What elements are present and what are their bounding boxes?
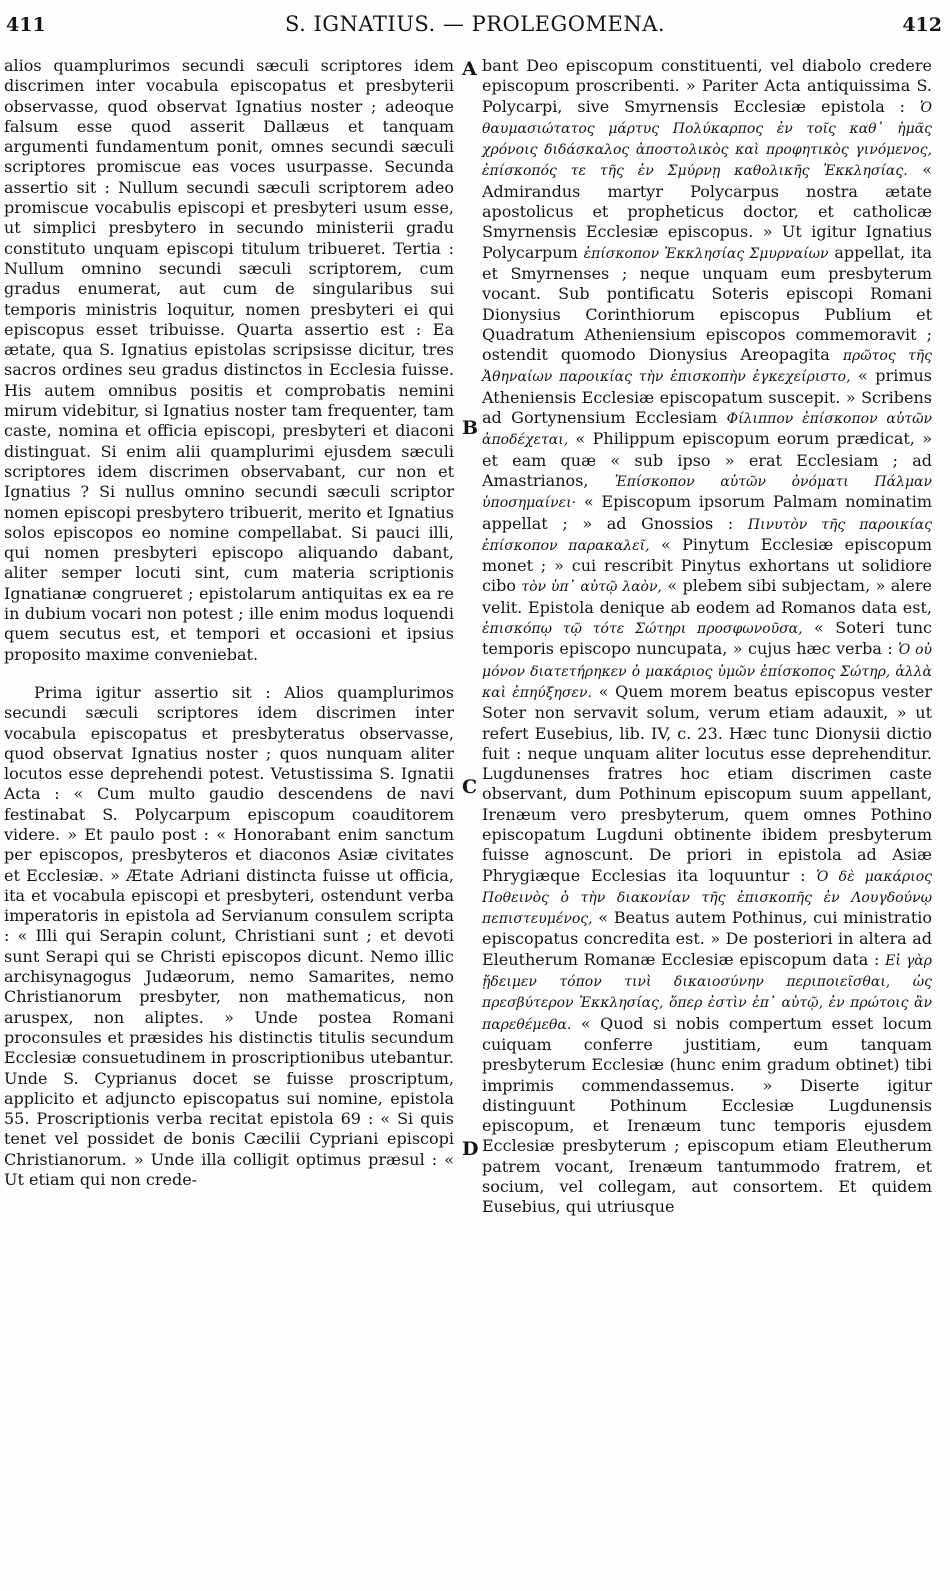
margin-letter-c: C: [462, 776, 478, 798]
text-run: « primus Atheniensis Ecclesiæ episcopatum suscepit. » Scribens ad Gortynensium Ecclesiam: [482, 366, 932, 428]
page-number-right: 412: [902, 14, 942, 36]
left-paragraph-2: Prima igitur assertio sit : Alios quamplurimos secundi sæculi scriptores idem discrimen inter vocabula episcopatus et presbyteratus observasse, quod observat Ignatius noster ; quos nunquam aliter locutos esse deprehendi potest. Vetustissima S. Ignatii Acta : « Cum multo gaudio descendens de navi festinabat S. Polycarpum episcopum coauditorem videre. » Et paulo post : « Honorabant enim sanctum per episcopos, presbyteros et diaconos Asiæ civitates et Ecclesiæ. » Ætate Adriani distincta fuisse ut officia, ita et vocabula episcopi et presbyteri, ostendunt verba imperatoris in epistola ad Servianum consulem scripta : « Illi qui Serapin colunt, Christiani sunt ; et devoti sunt Serapi qui se Christi episcopos dicunt. Nemo illic archisynagogus Judæorum, nemo Samarites, nemo Christianorum presbyter, non mathematicus, non aruspex, non aliptes. » Unde postea Romani proconsules et præsides his distinctis titulis secundum Ecclesiæ consuetudinem in proscriptionibus utebantur. Unde S. Cyprianus docet se fuisse proscriptum, applicito et adjuncto episcopatus sui nomine, epistola 55. Proscriptionis verba recitat epistola 69 : « Si quis tenet vel possidet de bonis Cæcilii Cypriani episcopi Christianorum. » Unde illa colligit optimus præsul : « Ut etiam qui non crede-: [4, 682, 454, 1190]
text-run: « Quod si nobis compertum esset locum cuiquam conferre justitiam, eum tanquam presbyterum Ecclesiæ (hunc enim gradum obtinet) tibi imprimis commendassemus. » Diserte igitur distinguunt Pothinum Ecclesiæ Lugdunensis episcopum, et Irenæum tunc temporis ejusdem Ecclesiæ presbyterum ; episcopum etiam Eleutherum patrem vocant, Irenæum tantummodo fratrem, et socium, vel collegam, aut consortem. Et quidem Eusebius, qui utriusque: [482, 1013, 932, 1217]
text-run: « Episcopum ipsorum Palmam nominatim appellat ; » ad Gnossios :: [482, 492, 932, 533]
greek-quote: Εἰ γὰρ ᾔδειμεν τόπον τινὶ δικαιοσύνην περιποιεῖσθαι, ὡς πρεσβύτερον Ἐκκλησίας, ὅπερ ἐστὶν ἐπ᾽ αὐτῷ, ἐν πρώτοις ἂν παρεθέμεθα.: [482, 952, 932, 1033]
text-run: « Soteri tunc temporis episcopo nuncupata, » cujus hæc verba :: [482, 618, 932, 659]
left-paragraph-1: alios quamplurimos secundi sæculi scriptores idem discrimen inter vocabula episcopatus et presbyterii observasse, quod observat Ignatius noster ; adeoque falsum esse quod asserit Dallæus et tanquam argumenti fundamentum ponit, omnes secundi sæculi scriptores promiscue eas voces usurpasse. Secunda assertio sit : Nullum secundi sæculi scriptorem adeo promiscue vocabulis episcopi et presbyteri usum esse, ut simplici presbytero in secundo ministerii gradu constituto unquam episcopi titulum tribueret. Tertia : Nullum omnino secundi sæculi scriptorem, cum gradus enumerat, aut cum de singularibus sui temporis ministris loquitur, nomen presbyteri ei qui episcopus esset tribuisse. Quarta assertio est : Ea ætate, qua S. Ignatius epistolas scripsisse dicitur, tres sacros ordines seu gradus distinctos in Ecclesia fuisse. His autem omnibus positis et comprobatis nemini mirum videbitur, si Ignatius noster tam frequenter, tam caste, nomina et officia episcopi, presbyteri et diaconi distinguat. Si enim alii quamplurimi ejusdem sæculi scriptores idem discrimen observabant, cur non et Ignatius ? Si nullus omnino secundi sæculi scriptor nomen episcopi presbytero tribuerit, merito et Ignatius solos episcopos eo nomine compellabat. Si pauci illi, qui nomen presbyteri episcopo aliquando dabant, aliter semper locuti sint, cum materia scriptionis Ignatianæ congrueret ; epistolarum antiquitas ex ea re in dubium vocari non potest ; ille enim modus loquendi quem secutus est, et tempori et occasioni et ipsius proposito maxime conveniebat.: [4, 56, 454, 664]
greek-quote: Πινυτὸν τῆς παροικίας ἐπίσκοπον παρακαλεῖ,: [482, 516, 932, 554]
greek-quote: Ἐπίσκοπον αὐτῶν ὀνόματι Πάλμαν ὑποσημαίνει·: [482, 473, 933, 512]
right-column: [482, 56, 932, 1218]
margin-letter-b: B: [462, 417, 479, 439]
margin-letter-d: D: [462, 1138, 479, 1160]
text-run: « Quem morem beatus episcopus vester Soter non servavit solum, verum etiam adauxit, » ut refert Eusebius, lib. IV, c. 23. Hæc tunc Dionysii dictio fuit : neque unquam aliter locutus esse deprehenditur. Lugdunenses fratres hoc etiam discrimen caste observant, dum Pothinum episcopum suum appellant, Irenæum vero presbyterum, quem omnes Pothino episcopatum Lugduni obtinente ibidem presbyterum fuisse agnoscunt. De priori in epistola ad Asiæ Phrygiæque Ecclesias ita loquuntur :: [482, 681, 933, 885]
text-run: « Pinytum Ecclesiæ episcopum monet ; » cui rescribit Pinytus exhortans ut solidiore cibo: [482, 534, 932, 596]
greek-quote: πρῶτος τῆς Ἀθηναίων παροικίας τὴν ἐπισκοπὴν ἐγκεχείριστο,: [482, 348, 932, 386]
text-run: bant Deo episcopum constituenti, vel diabolo credere episcopum proscribenti. » Pariter Acta antiquissima S. Polycarpi, sive Smyrnensis Ecclesiæ epistola :: [482, 56, 932, 116]
greek-quote: Ὁ οὐ μόνον διατετήρηκεν ὁ μακάριος ὑμῶν ἐπίσκοπος Σώτηρ, ἀλλὰ καὶ ἐπηύξησεν.: [482, 642, 933, 701]
left-column: [4, 56, 454, 1190]
greek-quote: ἐπισκόπῳ τῷ τότε Σώτηρι προσφωνοῦσα,: [482, 621, 803, 638]
greek-quote: Ὁ θαυμασιώτατος μάρτυς Πολύκαρπος ἐν τοῖς καθ᾽ ἡμᾶς χρόνοις διδάσκαλος ἀποστολικὸς καὶ προφητικὸς γινόμενος, ἐπίσκοπός τε τῆς ἐν Σμύρνῃ καθολικῆς Ἐκκλησίας.: [482, 99, 932, 180]
greek-quote: ἐπίσκοπον Ἐκκλησίας Σμυρναίων: [583, 245, 829, 262]
right-paragraph: [482, 56, 932, 1218]
text-run: « Admirandus martyr Polycarpus nostra ætate apostolicus et propheticus doctor, et catholicæ Smyrnensis Ecclesiæ episcopus. » Ut igitur Ignatius Polycarpum: [482, 160, 932, 262]
text-run: appellat, ita et Smyrnenses ; neque unquam eum presbyterum vocant. Sub pontificatu Soteris episcopi Romani Dionysius Corinthiorum episcopus Publium et Quadratum Atheniensium episcopos commemoravit ; ostendit quomodo Dionysius Areopagita: [482, 242, 933, 365]
page-header: [0, 0, 950, 42]
text-run: « Philippum episcopum eorum prædicat, » et eam quæ « sub ipso » erat Ecclesiam ; ad Amastrianos,: [482, 429, 932, 490]
running-title: S. IGNATIUS. — PROLEGOMENA.: [284, 12, 666, 36]
margin-letter-a: A: [462, 58, 477, 80]
text-run: « Beatus autem Pothinus, cui ministratio episcopatus concredita est. » De posteriori in altera ad Eleutherum Romanæ Ecclesiæ episcopum data :: [482, 908, 932, 969]
greek-quote: Ὁ δὲ μακάριος Ποθεινὸς ὁ τὴν διακονίαν τῆς ἐπισκοπῆς ἐν Λουγδούνῳ πεπιστευμένος,: [482, 868, 932, 928]
greek-quote: τὸν ὑπ᾽ αὐτῷ λαὸν,: [521, 579, 662, 596]
text-run: « plebem sibi subjectam, » alere velit. Epistola denique ab eodem ad Romanos data est,: [482, 576, 933, 617]
greek-quote: Φίλιππον ἐπίσκοπον αὐτῶν ἀποδέχεται,: [482, 411, 932, 449]
page-number-left: 411: [6, 14, 46, 36]
